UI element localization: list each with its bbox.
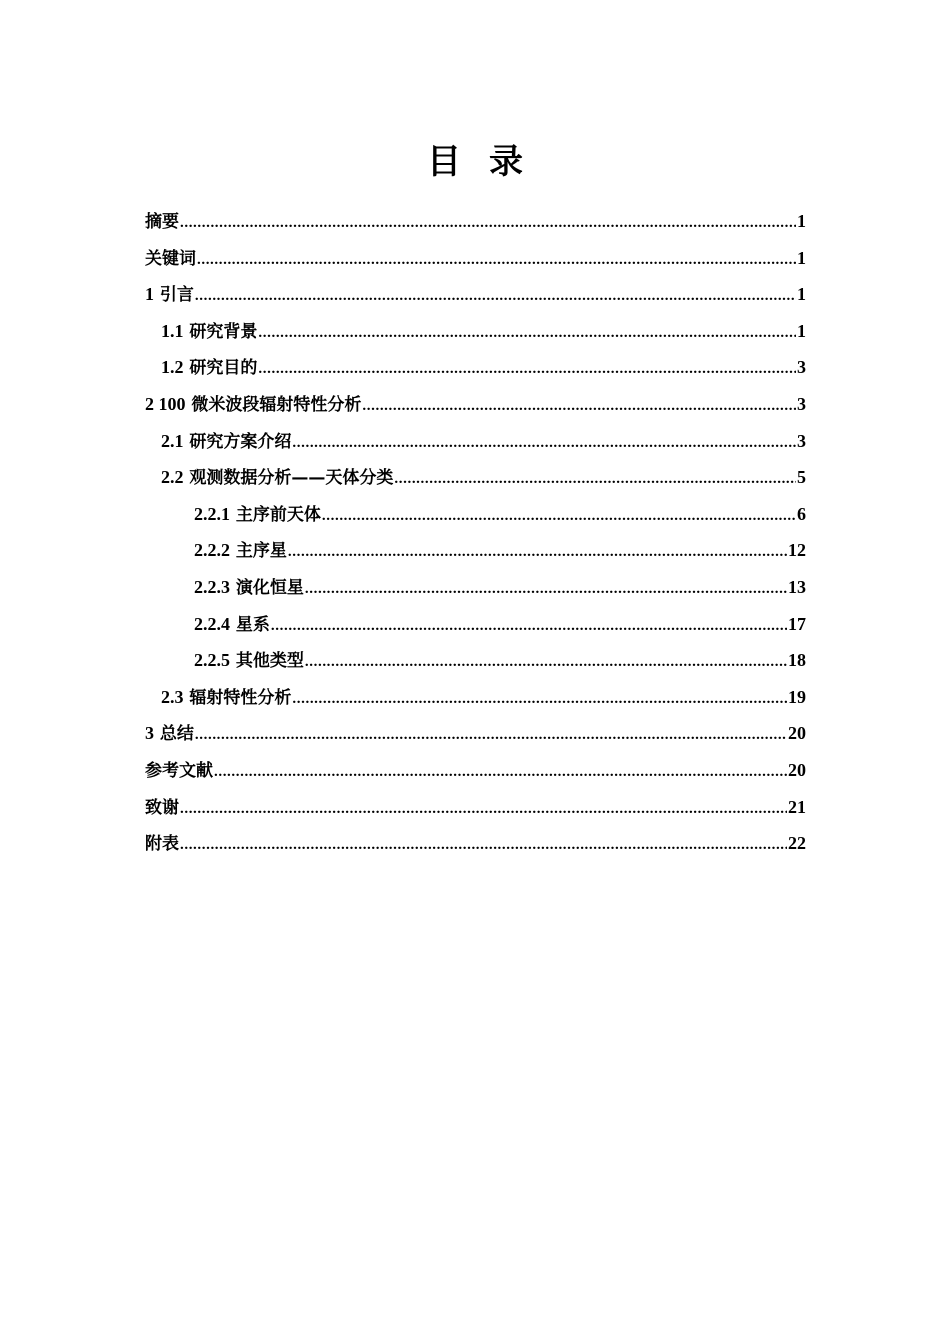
toc-dot-leader xyxy=(305,654,787,671)
toc-page-number: 5 xyxy=(797,467,806,488)
toc-entry-number: 2.2.5 xyxy=(194,650,230,671)
toc-page-number: 3 xyxy=(797,357,806,378)
toc-dot-leader xyxy=(197,252,796,269)
toc-dot-leader xyxy=(271,618,787,635)
toc-entry-text: 其他类型 xyxy=(235,651,304,672)
toc-page-number: 13 xyxy=(788,576,806,597)
toc-entry[interactable] xyxy=(145,317,806,354)
toc-entry[interactable] xyxy=(145,646,806,683)
toc-entry-text: 引言 xyxy=(159,285,194,306)
toc-page-number: 3 xyxy=(797,393,806,414)
toc-dot-leader xyxy=(195,288,796,305)
toc-entry-label xyxy=(194,500,321,525)
toc-entry[interactable] xyxy=(145,207,806,244)
toc-entry-label xyxy=(145,756,213,781)
toc-entry-text: 主序星 xyxy=(235,541,287,562)
toc-entry-label xyxy=(194,646,304,671)
toc-page-number: 20 xyxy=(788,723,806,744)
toc-entry-text: 观测数据分析——天体分类 xyxy=(189,468,394,489)
toc-entry-label xyxy=(161,463,393,488)
toc-entry-number: 1 xyxy=(145,284,154,305)
toc-entry-label xyxy=(145,793,179,818)
toc-entry[interactable] xyxy=(145,390,806,427)
toc-entry-text: 关键词 xyxy=(145,248,196,269)
toc-dot-leader xyxy=(292,435,796,452)
toc-entry[interactable] xyxy=(145,353,806,390)
toc-page-number: 6 xyxy=(797,503,806,524)
toc-entry[interactable] xyxy=(145,427,806,464)
toc-entry-label xyxy=(161,317,257,342)
toc-dot-leader xyxy=(258,361,796,378)
toc-dot-leader xyxy=(214,764,787,781)
toc-entry[interactable] xyxy=(145,610,806,647)
toc-entry[interactable] xyxy=(145,280,806,317)
toc-page-number: 22 xyxy=(788,833,806,854)
toc-dot-leader xyxy=(258,325,796,342)
toc-entry-number: 2.1 xyxy=(161,430,184,451)
toc-entry[interactable] xyxy=(145,793,806,830)
toc-page-number: 1 xyxy=(797,284,806,305)
toc-entry-text: 演化恒星 xyxy=(235,577,304,598)
toc-entry-number: 2.2.4 xyxy=(194,613,230,634)
toc-entry-label xyxy=(161,353,257,378)
toc-entry[interactable] xyxy=(145,719,806,756)
toc-entry-number: 3 xyxy=(145,723,154,744)
toc-entry-number: 1.1 xyxy=(161,320,184,341)
toc-page-number: 18 xyxy=(788,650,806,671)
toc-entry-number: 2.2.1 xyxy=(194,503,230,524)
title-char-1: 目 xyxy=(427,142,461,182)
toc-entry-text: 微米波段辐射特性分析 xyxy=(191,394,362,415)
toc-page-number: 19 xyxy=(788,686,806,707)
toc-page-number: 21 xyxy=(788,796,806,817)
title-char-2: 录 xyxy=(489,142,523,182)
toc-entry-label xyxy=(145,244,196,269)
toc-entry-text: 研究背景 xyxy=(189,321,258,342)
toc-entry-text: 星系 xyxy=(235,614,270,635)
toc-page-number: 3 xyxy=(797,430,806,451)
toc-dot-leader xyxy=(394,471,796,488)
toc-entry-text: 研究方案介绍 xyxy=(189,431,292,452)
toc-entry[interactable] xyxy=(145,573,806,610)
toc-entry-label xyxy=(145,390,361,415)
toc-dot-leader xyxy=(180,801,787,818)
toc-dot-leader xyxy=(362,398,796,415)
toc-dot-leader xyxy=(288,544,787,561)
toc-entry-number: 1.2 xyxy=(161,357,184,378)
toc-entry-number: 2.2.2 xyxy=(194,540,230,561)
toc-dot-leader xyxy=(292,691,787,708)
toc-entry-text: 参考文献 xyxy=(145,760,213,781)
toc-page-number: 1 xyxy=(797,247,806,268)
toc-entry-number: 2.2 xyxy=(161,467,184,488)
toc-entry-number: 2.2.3 xyxy=(194,576,230,597)
toc-entry[interactable] xyxy=(145,244,806,281)
table-of-contents xyxy=(145,207,806,866)
toc-entry-number: 2.3 xyxy=(161,686,184,707)
toc-entry-label xyxy=(194,536,287,561)
toc-entry-label xyxy=(145,207,179,232)
toc-entry-label xyxy=(161,683,291,708)
toc-page-number: 20 xyxy=(788,759,806,780)
toc-entry-label xyxy=(194,573,304,598)
toc-page-number: 17 xyxy=(788,613,806,634)
toc-entry[interactable] xyxy=(145,683,806,720)
toc-entry-label xyxy=(145,829,179,854)
toc-page-number: 12 xyxy=(788,540,806,561)
toc-entry-label xyxy=(161,427,291,452)
toc-entry-text: 辐射特性分析 xyxy=(189,687,292,708)
toc-entry-label xyxy=(145,280,194,305)
toc-page-number: 1 xyxy=(797,211,806,231)
toc-entry-text: 附表 xyxy=(145,834,179,855)
toc-entry-text: 研究目的 xyxy=(189,358,258,379)
toc-entry[interactable] xyxy=(145,500,806,537)
toc-entry[interactable] xyxy=(145,829,806,866)
toc-entry[interactable] xyxy=(145,463,806,500)
toc-page-number: 1 xyxy=(797,320,806,341)
toc-dot-leader xyxy=(195,727,787,744)
toc-entry-text: 摘要 xyxy=(145,212,179,232)
toc-dot-leader xyxy=(305,581,787,598)
toc-dot-leader xyxy=(180,215,796,232)
toc-entry-label xyxy=(194,610,270,635)
toc-entry[interactable] xyxy=(145,756,806,793)
toc-entry-text: 总结 xyxy=(159,724,194,745)
toc-entry-number: 2 100 xyxy=(145,393,186,414)
page-title xyxy=(0,138,950,186)
toc-entry-text: 主序前天体 xyxy=(235,504,321,525)
toc-entry-label xyxy=(145,719,194,744)
toc-entry[interactable] xyxy=(145,536,806,573)
toc-entry-text: 致谢 xyxy=(145,797,179,818)
toc-dot-leader xyxy=(180,837,787,854)
toc-dot-leader xyxy=(322,508,796,525)
